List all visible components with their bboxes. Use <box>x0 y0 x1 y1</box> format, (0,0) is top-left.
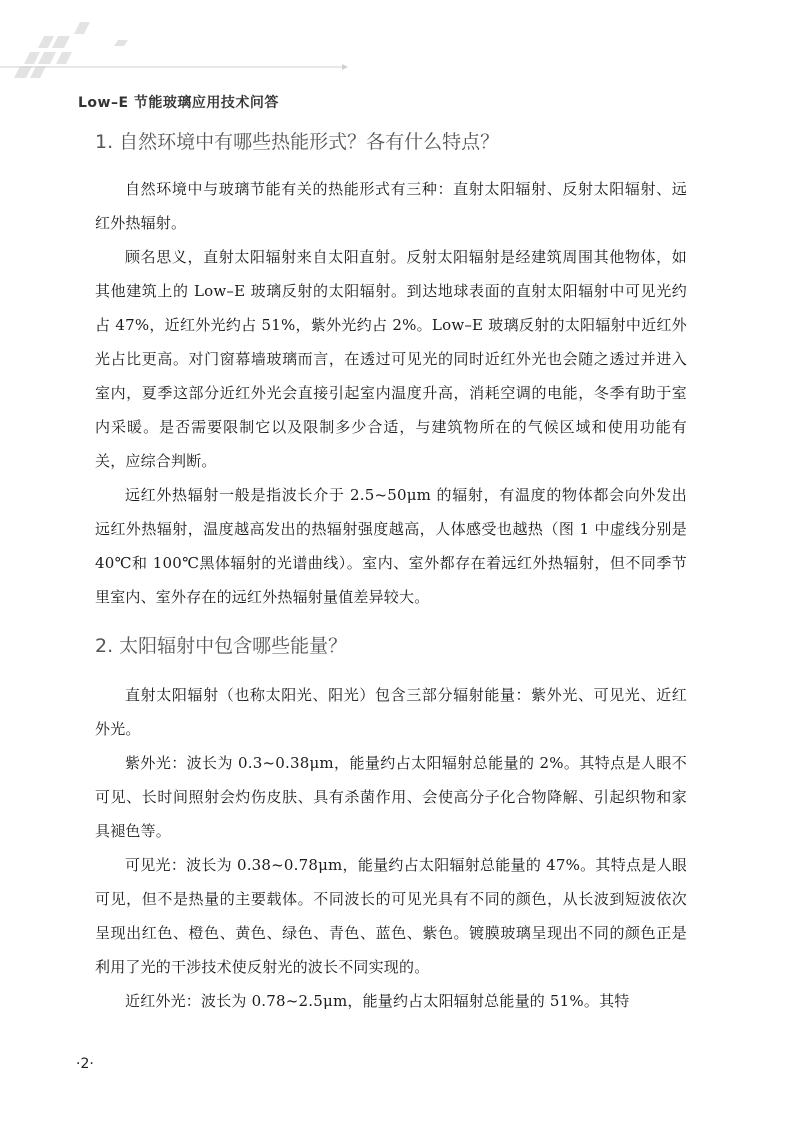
corner-decoration <box>0 0 360 90</box>
section-2-paragraph-2: 紫外光：波长为 0.3~0.38μm，能量约占太阳辐射总能量的 2%。其特点是人眼不可见、长时间照射会灼伤皮肤、具有杀菌作用、会使高分子化合物降解、引起织物和家具褪色等。 <box>95 754 687 840</box>
running-header: Low–E 节能玻璃应用技术问答 <box>78 95 279 111</box>
page-number: ·2· <box>76 1056 94 1072</box>
section-2-paragraph-4: 近红外光：波长为 0.78~2.5μm，能量约占太阳辐射总能量的 51%。其特 <box>125 992 630 1010</box>
section-1-title: 1. 自然环境中有哪些热能形式？各有什么特点？ <box>95 131 500 153</box>
section-2-paragraph-1: 直射太阳辐射（也称太阳光、阳光）包含三部分辐射能量：紫外光、可见光、近红外光。 <box>95 686 687 738</box>
section-2-paragraph-3: 可见光：波长为 0.38~0.78μm，能量约占太阳辐射总能量的 47%。其特点是人眼可见，但不是热量的主要载体。不同波长的可见光具有不同的颜色，从长波到短波依次呈现出红色、橙色、黄色、绿色、青色、蓝色、紫色。镀膜玻璃呈现出不同的颜色正是利用了光的干涉技术使反射光的波长不同实现的。 <box>95 856 687 976</box>
page-content <box>95 126 687 1018</box>
section-1-paragraph-3: 远红外热辐射一般是指波长介于 2.5~50μm 的辐射，有温度的物体都会向外发出远红外热辐射，温度越高发出的热辐射强度越高，人体感受也越热（图 1 中虚线分别是 40℃和 100℃黑体辐射的光谱曲线）。室内、室外都存在着远红外热辐射，但不同季节里室内、室外存在的远红外热辐射量值差异较大。 <box>95 486 687 606</box>
section-1-paragraph-2: 顾名思义，直射太阳辐射来自太阳直射。反射太阳辐射是经建筑周围其他物体，如其他建筑上的 Low–E 玻璃反射的太阳辐射。到达地球表面的直射太阳辐射中可见光约占 47%，近红外光约占 51%，紫外光约占 2%。Low–E 玻璃反射的太阳辐射中近红外光占比更高。对门窗幕墙玻璃而言，在透过可见光的同时近红外光也会随之透过并进入室内，夏季这部分近红外光会直接引起室内温度升高，消耗空调的电能，冬季有助于室内采暖。是否需要限制它以及限制多少合适，与建筑物所在的气候区域和使用功能有关，应综合判断。 <box>95 248 687 470</box>
section-1-paragraph-1: 自然环境中与玻璃节能有关的热能形式有三种：直射太阳辐射、反射太阳辐射、远红外热辐射。 <box>95 180 687 232</box>
section-2-title: 2. 太阳辐射中包含哪些能量？ <box>95 635 348 657</box>
